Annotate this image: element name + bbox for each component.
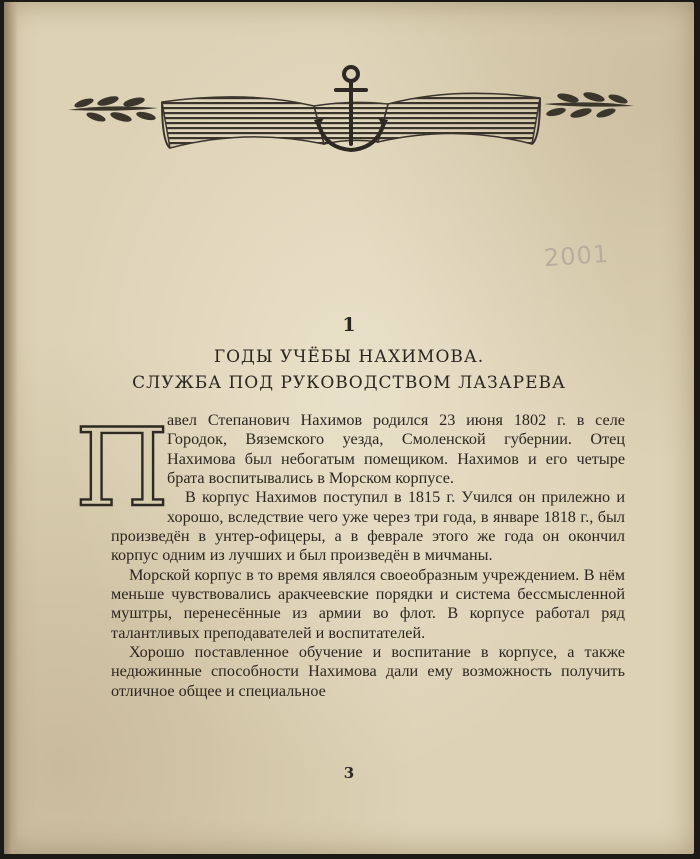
paragraph-3: Морской корпус в то время являлся своеобразным учреждением. В нём меньше чувствовались аракчеевские порядки и система бессмысленной муштры, перенесённые из армии во флот. В корпусе работал ряд талантливых преподавателей и воспитателей.: [111, 565, 625, 642]
page-binding-edge: [4, 2, 18, 854]
laurel-right-icon: [544, 90, 634, 119]
anchor-ribbon-ornament-icon: [66, 62, 636, 162]
chapter-title-line-1: ГОДЫ УЧЁБЫ НАХИМОВА.: [213, 347, 485, 367]
chapter-number: 1: [342, 314, 356, 336]
drop-cap: [74, 406, 170, 531]
chapter-title-line-2: СЛУЖБА ПОД РУКОВОДСТВОМ ЛАЗАРЕВА: [132, 373, 566, 393]
body-text: [74, 406, 625, 701]
page-number: 3: [343, 764, 355, 782]
paragraph-2: В корпус Нахимов поступил в 1815 г. Учился он прилежно и хорошо, вследствие чего уже через три года, в январе 1818 г., был произведён в унтер-офицеры, а в феврале этого же года он окончил корпус одним из лучших и был произведён в мичманы.: [111, 488, 625, 565]
paragraph-4: Хорошо поставленное обучение и воспитание в корпусе, а также недюжинные способности Нахимова дали ему возможность получить отличное общее и специальное: [111, 643, 625, 700]
book-page: [4, 2, 694, 854]
laurel-left-icon: [68, 94, 158, 123]
drop-cap-letter: П: [74, 406, 170, 531]
paragraph-1: авел Степанович Нахимов родился 23 июня 1802 г. в селе Городок, Вяземского уезда, Смоленской губернии. Отец Нахимова был небогатым помещиком. Нахимов и его четыре брата воспитывались в Морском корпусе.: [167, 411, 625, 488]
pencil-inventory-mark: 2001: [543, 239, 610, 273]
